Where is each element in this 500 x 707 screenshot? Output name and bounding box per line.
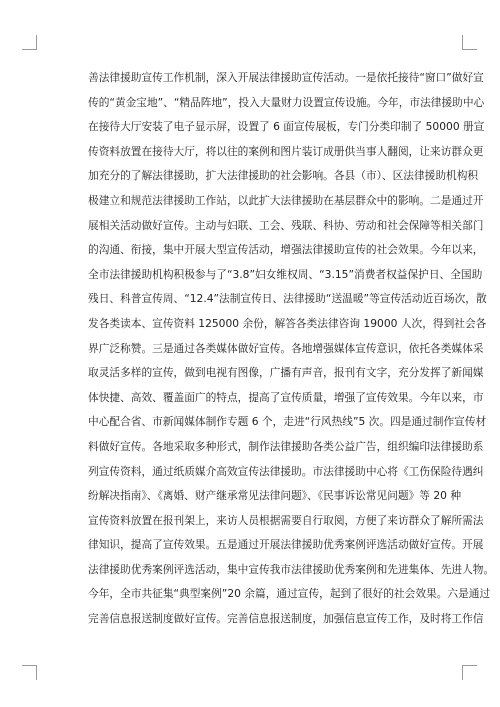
crop-mark-top-right — [462, 35, 477, 50]
text-line: 残日、科普宣传周、“12.4”法制宣传日、法律援助“送温暖”等宣传活动近百场次，散 — [88, 292, 487, 306]
text-line: 传的“黄金宝地”、“精品阵地”，投入大量财力设置宣传设施。今年，市法律援助中心 — [88, 95, 485, 109]
text-line: 体快捷、高效、覆盖面广的特点，提高了宣传质量，增强了宣传效果。今年以来，市 — [88, 390, 484, 404]
text-line: 料做好宣传。各地采取多种形式，制作法律援助各类公益广告，组织编印法律援助系 — [88, 439, 484, 453]
text-line: 取灵活多样的宣传，做到电视有图像，广播有声音，报刊有文字，充分发挥了新闻媒 — [88, 366, 484, 380]
text-line: 在接待大厅安装了电子显示屏，设置了 6 面宣传展板，专门分类印制了 50000 册宣 — [88, 120, 485, 134]
crop-mark-bottom-left — [22, 665, 37, 680]
text-line: 纷解决指南》、《离婚、财产继承常见法律问题》、《民事诉讼常见问题》等 20 种 — [88, 489, 462, 503]
text-line: 中心配合省、市新闻媒体制作专题 6 个，走进“行风热线”5 次。四是通过制作宣传材 — [88, 415, 487, 429]
text-line: 展相关活动做好宣传。主动与妇联、工会、残联、科协、劳动和社会保障等相关部门 — [88, 218, 484, 232]
text-line: 列宣传资料，通过纸质媒介高效宣传法律援助。市法律援助中心将《工伤保险待遇纠 — [88, 464, 484, 478]
text-line: 发各类读本、宣传资料 125000 余份，解答各类法律咨询 19000 人次，得到社会各 — [88, 316, 487, 330]
text-line: 宣传资料放置在报刊架上，来访人员根据需要自行取阅，方便了来访群众了解所需法 — [88, 513, 484, 527]
text-line: 界广泛称赞。三是通过各类媒体做好宣传。各地增强媒体宣传意识，依托各类媒体采 — [88, 341, 484, 355]
crop-mark-bottom-right — [462, 665, 477, 680]
crop-mark-top-left — [22, 35, 37, 50]
body-text — [88, 66, 495, 632]
text-line: 传资料放置在接待大厅，将以往的案例和图片装订成册供当事人翻阅，让来访群众更 — [88, 144, 484, 158]
text-line: 今年，全市共征集“典型案例”20 余篇，通过宣传，起到了很好的社会效果。六是通过 — [88, 587, 491, 601]
text-line: 法律援助优秀案例评选活动，集中宣传我市法律援助优秀案例和先进集体、先进人物。 — [88, 562, 495, 576]
text-line: 律知识，提高了宣传效果。五是通过开展法律援助优秀案例评选活动做好宣传。开展 — [88, 538, 484, 552]
text-line: 加充分的了解法律援助，扩大法律援助的社会影响。各县（市）、区法律援助机构积 — [88, 169, 479, 183]
text-line: 完善信息报送制度做好宣传。完善信息报送制度，加强信息宣传工作，及时将工作信 — [88, 612, 484, 626]
text-line: 善法律援助宣传工作机制，深入开展法律援助宣传活动。一是依托接待“窗口”做好宣 — [88, 71, 484, 84]
text-line: 极建立和规范法律援助工作站，以此扩大法律援助在基层群众中的影响。二是通过开 — [88, 193, 484, 207]
text-line: 的沟通、衔接，集中开展大型宣传活动，增强法律援助宣传的社会效果。今年以来， — [88, 243, 484, 257]
text-line: 全市法律援助机构积极参与了“3.8”妇女维权周、“3.15”消费者权益保护日、全国助 — [88, 267, 483, 281]
